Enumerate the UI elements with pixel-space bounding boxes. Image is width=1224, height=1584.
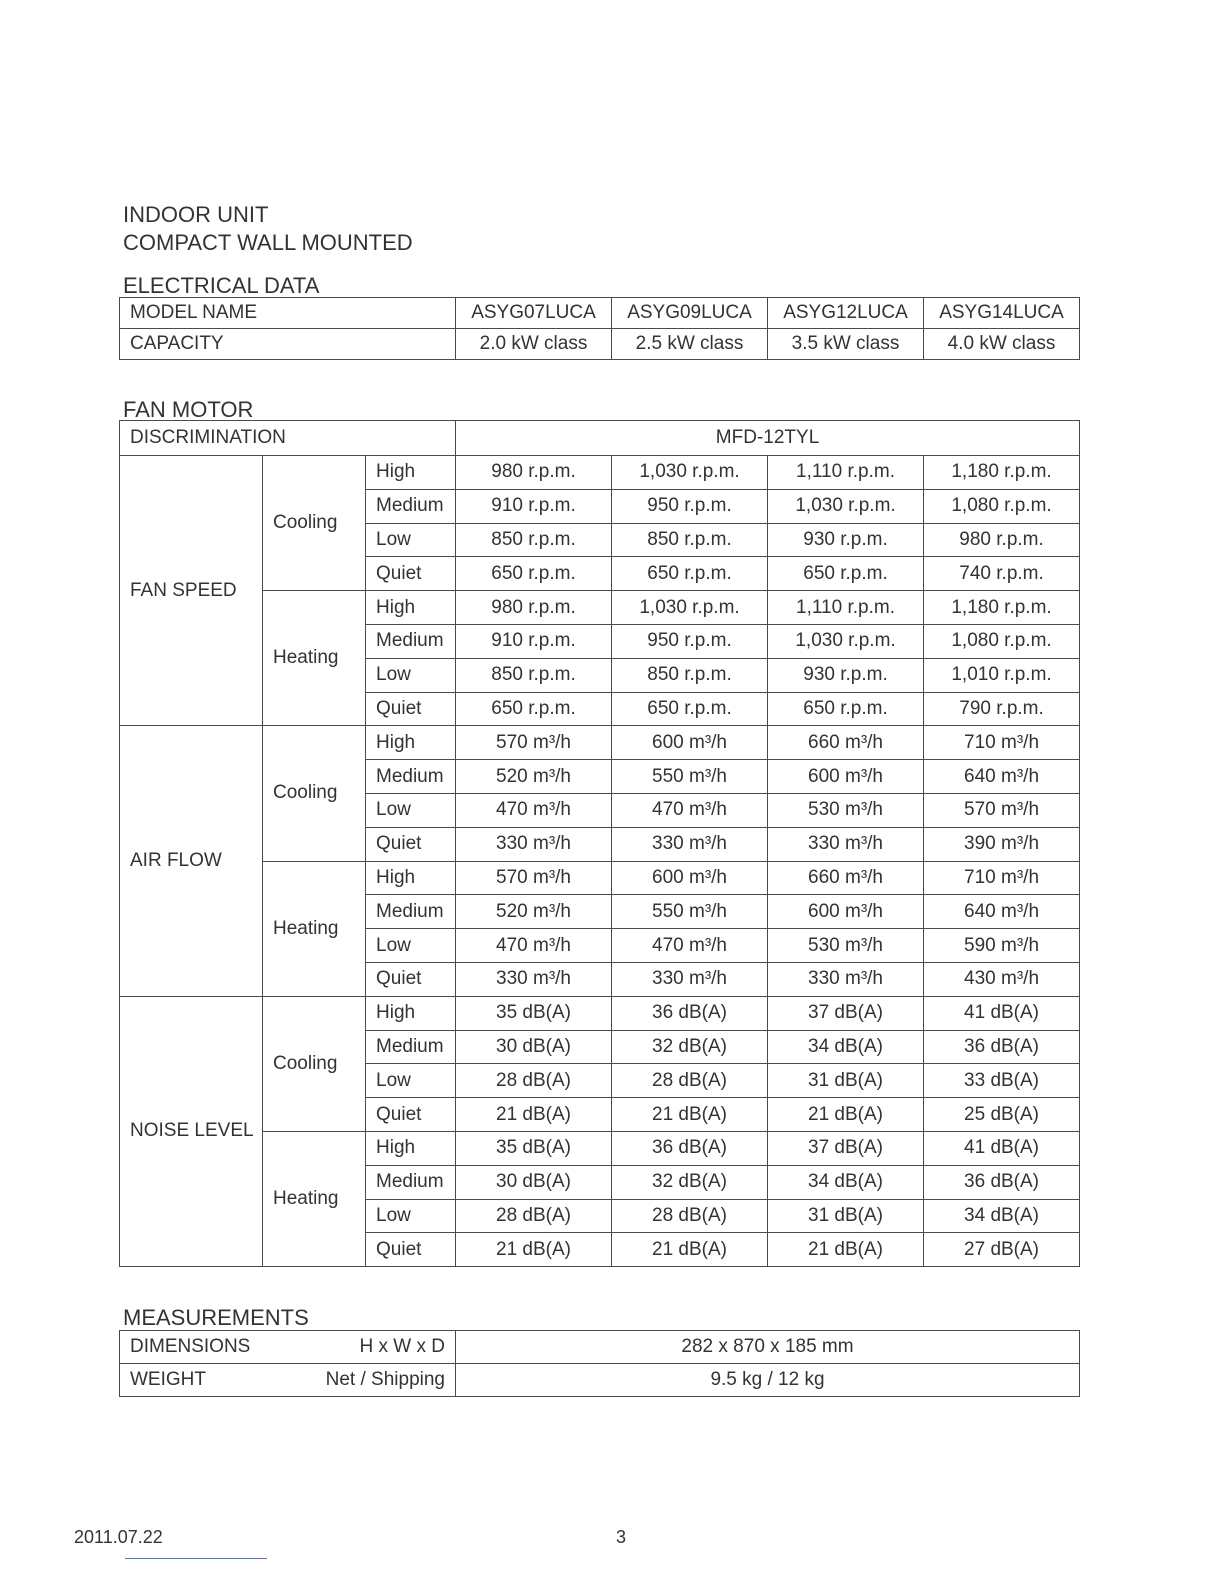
model-name-label: MODEL NAME: [120, 298, 456, 329]
group-label: AIR FLOW: [120, 726, 263, 996]
level-label: Quiet: [366, 962, 456, 996]
level-label: High: [366, 591, 456, 625]
dimensions-row: [120, 1331, 1080, 1364]
unit-type-title: INDOOR UNIT: [123, 202, 269, 227]
table-row: [120, 456, 1080, 490]
dimensions-value: 282 x 870 x 185 mm: [456, 1331, 1080, 1364]
value-cell: 21 dB(A): [768, 1233, 924, 1267]
value-cell: 32 dB(A): [612, 1030, 768, 1064]
value-cell: 330 m³/h: [768, 827, 924, 861]
value-cell: 28 dB(A): [612, 1199, 768, 1233]
model-cell: ASYG07LUCA: [456, 298, 612, 329]
level-label: Medium: [366, 760, 456, 794]
value-cell: 530 m³/h: [768, 929, 924, 963]
table-row: [120, 1131, 1080, 1165]
value-cell: 910 r.p.m.: [456, 489, 612, 523]
value-cell: 25 dB(A): [924, 1098, 1080, 1132]
model-cell: ASYG09LUCA: [612, 298, 768, 329]
dimensions-label: DIMENSIONS: [130, 1336, 251, 1357]
weight-value: 9.5 kg / 12 kg: [456, 1364, 1080, 1397]
value-cell: 1,080 r.p.m.: [924, 489, 1080, 523]
fan-motor-table: [119, 420, 1080, 1267]
table-row: [120, 591, 1080, 625]
level-label: Medium: [366, 489, 456, 523]
model-row: [120, 298, 1080, 329]
capacity-cell: 4.0 kW class: [924, 329, 1080, 360]
footer-link-underline: [125, 1558, 267, 1559]
level-label: Quiet: [366, 692, 456, 726]
value-cell: 850 r.p.m.: [612, 658, 768, 692]
value-cell: 34 dB(A): [768, 1165, 924, 1199]
mode-label: Cooling: [263, 996, 366, 1131]
measurements-table: [119, 1330, 1080, 1397]
value-cell: 470 m³/h: [456, 929, 612, 963]
value-cell: 1,030 r.p.m.: [768, 489, 924, 523]
level-label: Medium: [366, 1030, 456, 1064]
value-cell: 32 dB(A): [612, 1165, 768, 1199]
value-cell: 650 r.p.m.: [768, 557, 924, 591]
value-cell: 36 dB(A): [924, 1030, 1080, 1064]
value-cell: 36 dB(A): [612, 996, 768, 1030]
level-label: Medium: [366, 895, 456, 929]
value-cell: 650 r.p.m.: [456, 692, 612, 726]
discrimination-label: DISCRIMINATION: [120, 421, 456, 456]
discrimination-row: [120, 421, 1080, 456]
value-cell: 520 m³/h: [456, 760, 612, 794]
value-cell: 650 r.p.m.: [612, 557, 768, 591]
model-cell: ASYG14LUCA: [924, 298, 1080, 329]
value-cell: 910 r.p.m.: [456, 624, 612, 658]
table-row: [120, 861, 1080, 895]
value-cell: 1,030 r.p.m.: [612, 456, 768, 490]
level-label: High: [366, 1131, 456, 1165]
mode-label: Heating: [263, 591, 366, 726]
table-row: [120, 726, 1080, 760]
value-cell: 470 m³/h: [612, 929, 768, 963]
value-cell: 430 m³/h: [924, 962, 1080, 996]
value-cell: 640 m³/h: [924, 895, 1080, 929]
level-label: High: [366, 456, 456, 490]
value-cell: 600 m³/h: [612, 726, 768, 760]
weight-row: [120, 1364, 1080, 1397]
value-cell: 28 dB(A): [456, 1064, 612, 1098]
value-cell: 590 m³/h: [924, 929, 1080, 963]
mode-label: Cooling: [263, 456, 366, 591]
value-cell: 660 m³/h: [768, 726, 924, 760]
level-label: Low: [366, 1199, 456, 1233]
value-cell: 33 dB(A): [924, 1064, 1080, 1098]
value-cell: 600 m³/h: [612, 861, 768, 895]
model-cell: ASYG12LUCA: [768, 298, 924, 329]
page-number: 3: [616, 1527, 627, 1547]
level-label: Quiet: [366, 557, 456, 591]
weight-label-cell: [120, 1364, 456, 1397]
fan-motor-heading: FAN MOTOR: [123, 397, 254, 422]
value-cell: 1,010 r.p.m.: [924, 658, 1080, 692]
value-cell: 21 dB(A): [456, 1233, 612, 1267]
capacity-row: [120, 329, 1080, 360]
value-cell: 1,180 r.p.m.: [924, 456, 1080, 490]
value-cell: 330 m³/h: [456, 962, 612, 996]
value-cell: 1,030 r.p.m.: [612, 591, 768, 625]
value-cell: 1,110 r.p.m.: [768, 456, 924, 490]
value-cell: 21 dB(A): [768, 1098, 924, 1132]
footer-date: 2011.07.22: [74, 1527, 163, 1547]
value-cell: 21 dB(A): [456, 1098, 612, 1132]
table-row: [120, 996, 1080, 1030]
value-cell: 570 m³/h: [456, 726, 612, 760]
electrical-data-heading: ELECTRICAL DATA: [123, 273, 320, 298]
level-label: High: [366, 861, 456, 895]
value-cell: 35 dB(A): [456, 996, 612, 1030]
value-cell: 600 m³/h: [768, 895, 924, 929]
value-cell: 980 r.p.m.: [456, 456, 612, 490]
measurements-heading: MEASUREMENTS: [123, 1305, 309, 1330]
value-cell: 650 r.p.m.: [612, 692, 768, 726]
value-cell: 41 dB(A): [924, 996, 1080, 1030]
value-cell: 30 dB(A): [456, 1165, 612, 1199]
value-cell: 950 r.p.m.: [612, 489, 768, 523]
level-label: High: [366, 996, 456, 1030]
level-label: Quiet: [366, 827, 456, 861]
group-label: NOISE LEVEL: [120, 996, 263, 1266]
dimensions-sublabel: H x W x D: [359, 1336, 445, 1357]
value-cell: 330 m³/h: [612, 962, 768, 996]
level-label: Quiet: [366, 1098, 456, 1132]
level-label: High: [366, 726, 456, 760]
value-cell: 35 dB(A): [456, 1131, 612, 1165]
value-cell: 710 m³/h: [924, 861, 1080, 895]
value-cell: 330 m³/h: [456, 827, 612, 861]
value-cell: 980 r.p.m.: [456, 591, 612, 625]
value-cell: 1,180 r.p.m.: [924, 591, 1080, 625]
value-cell: 31 dB(A): [768, 1199, 924, 1233]
value-cell: 650 r.p.m.: [768, 692, 924, 726]
value-cell: 36 dB(A): [612, 1131, 768, 1165]
value-cell: 600 m³/h: [768, 760, 924, 794]
value-cell: 1,110 r.p.m.: [768, 591, 924, 625]
value-cell: 21 dB(A): [612, 1233, 768, 1267]
electrical-data-table: [119, 297, 1080, 360]
value-cell: 930 r.p.m.: [768, 523, 924, 557]
discrimination-value: MFD-12TYL: [456, 421, 1080, 456]
value-cell: 520 m³/h: [456, 895, 612, 929]
capacity-cell: 2.0 kW class: [456, 329, 612, 360]
value-cell: 850 r.p.m.: [456, 658, 612, 692]
value-cell: 530 m³/h: [768, 793, 924, 827]
value-cell: 550 m³/h: [612, 895, 768, 929]
value-cell: 850 r.p.m.: [612, 523, 768, 557]
value-cell: 650 r.p.m.: [456, 557, 612, 591]
mode-label: Heating: [263, 861, 366, 996]
value-cell: 34 dB(A): [924, 1199, 1080, 1233]
level-label: Medium: [366, 624, 456, 658]
value-cell: 330 m³/h: [612, 827, 768, 861]
value-cell: 950 r.p.m.: [612, 624, 768, 658]
value-cell: 36 dB(A): [924, 1165, 1080, 1199]
value-cell: 850 r.p.m.: [456, 523, 612, 557]
value-cell: 570 m³/h: [924, 793, 1080, 827]
value-cell: 640 m³/h: [924, 760, 1080, 794]
value-cell: 34 dB(A): [768, 1030, 924, 1064]
value-cell: 710 m³/h: [924, 726, 1080, 760]
value-cell: 27 dB(A): [924, 1233, 1080, 1267]
value-cell: 1,030 r.p.m.: [768, 624, 924, 658]
group-label: FAN SPEED: [120, 456, 263, 726]
value-cell: 21 dB(A): [612, 1098, 768, 1132]
weight-label: WEIGHT: [130, 1369, 206, 1390]
level-label: Low: [366, 523, 456, 557]
value-cell: 930 r.p.m.: [768, 658, 924, 692]
level-label: Medium: [366, 1165, 456, 1199]
value-cell: 30 dB(A): [456, 1030, 612, 1064]
capacity-cell: 3.5 kW class: [768, 329, 924, 360]
unit-subtype-title: COMPACT WALL MOUNTED: [123, 230, 413, 255]
value-cell: 740 r.p.m.: [924, 557, 1080, 591]
capacity-label: CAPACITY: [120, 329, 456, 360]
level-label: Low: [366, 793, 456, 827]
value-cell: 980 r.p.m.: [924, 523, 1080, 557]
level-label: Low: [366, 658, 456, 692]
capacity-cell: 2.5 kW class: [612, 329, 768, 360]
value-cell: 28 dB(A): [612, 1064, 768, 1098]
weight-sublabel: Net / Shipping: [325, 1369, 445, 1390]
dimensions-label-cell: [120, 1331, 456, 1364]
mode-label: Heating: [263, 1131, 366, 1266]
value-cell: 41 dB(A): [924, 1131, 1080, 1165]
value-cell: 31 dB(A): [768, 1064, 924, 1098]
value-cell: 470 m³/h: [612, 793, 768, 827]
value-cell: 390 m³/h: [924, 827, 1080, 861]
value-cell: 790 r.p.m.: [924, 692, 1080, 726]
value-cell: 37 dB(A): [768, 1131, 924, 1165]
value-cell: 470 m³/h: [456, 793, 612, 827]
level-label: Quiet: [366, 1233, 456, 1267]
value-cell: 37 dB(A): [768, 996, 924, 1030]
value-cell: 1,080 r.p.m.: [924, 624, 1080, 658]
value-cell: 660 m³/h: [768, 861, 924, 895]
value-cell: 330 m³/h: [768, 962, 924, 996]
value-cell: 550 m³/h: [612, 760, 768, 794]
mode-label: Cooling: [263, 726, 366, 861]
value-cell: 570 m³/h: [456, 861, 612, 895]
level-label: Low: [366, 1064, 456, 1098]
level-label: Low: [366, 929, 456, 963]
value-cell: 28 dB(A): [456, 1199, 612, 1233]
